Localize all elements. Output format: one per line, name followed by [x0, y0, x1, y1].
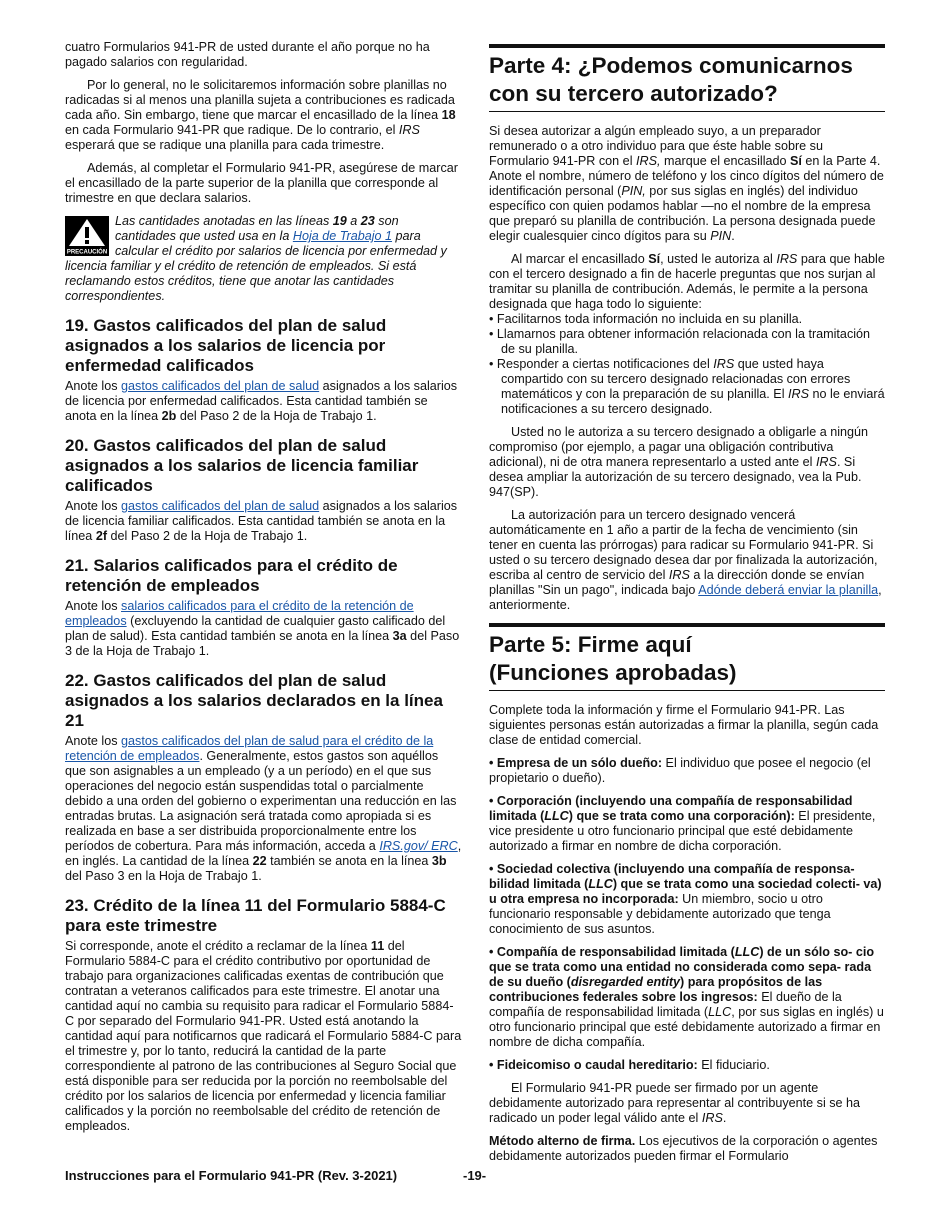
list-item: • Llamarnos para obtener información relacionada con la tramitación de su planilla. [489, 327, 885, 357]
retention-health-plan-link[interactable]: gastos calificados del plan de salud para el crédito de la retención de empleados [65, 734, 434, 763]
entity-item: • Sociedad colectiva (incluyendo una compañía de responsa- bilidad limitada (LLC) que se trata como una sociedad colecti- va) u otra empresa no incorporada: Un miembro, socio u otro funcionario responsable y debidamente autorizado que tenga conocimiento de sus asuntos. [489, 862, 882, 936]
entity-item: • Corporación (incluyendo una compañía de responsabilidad limitada (LLC) que se trata como una corporación): El presidente, vice presidente u otro funcionario principal que esté debidamente autorizado a firmar en nombre de dicha corporación. [489, 794, 876, 853]
left-column [65, 40, 462, 1142]
caution-icon [65, 216, 109, 256]
list-item: • Facilitarnos toda información no incluida en su planilla. [489, 312, 885, 327]
list-item: • Responder a ciertas notificaciones del IRS que usted haya compartido con su tercero designado relacionadas con errores matemáticos y con la preparación de su planilla. El IRS no le enviará notificaciones a su tercero designado. [489, 357, 885, 417]
paragraph: Si desea autorizar a algún empleado suyo, a un preparador remunerado o a otro individuo para que éste hable sobre su Formulario 941-PR con el IRS, marque el encasillado Sí en la Parte 4. Anote el nombre, número de teléfono y los cinco dígitos del número de identificación personal (PIN, por sus siglas en inglés) del individuo específico con quien podamos hablar —no el nombre de la empresa que preparó su planilla de contribución. La persona designada puede elegir cualesquier cinco dígitos para su PIN. [489, 124, 884, 243]
paragraph: Además, al completar el Formulario 941-PR, asegúrese de marcar el encasillado de la parte superior de la planilla que corresponde al trimestre en que declara salarios. [65, 161, 458, 205]
health-plan-expenses-link[interactable]: gastos calificados del plan de salud [121, 499, 320, 513]
retention-wages-link[interactable]: salarios calificados para el crédito de la retención de empleados [65, 599, 414, 628]
heading-part-5: Parte 5: Firme aquí (Funciones aprobadas) [489, 623, 885, 691]
heading-line-20: 20. Gastos calificados del plan de salud asignados a los salarios de licencia familiar calificados [65, 436, 419, 495]
entity-item: • Compañía de responsabilidad limitada (LLC) de un sólo so- cio que se trata como una entidad no considerada como sepa- rada de su dueño (disregarded entity) para propósitos de las contribuciones federales sobre los ingresos: El dueño de la compañía de responsabilidad limitada (LLC, por sus siglas en inglés) u otro funcionario principal que esté debidamente autorizado a firmar en nombre de dicha compañía. [489, 945, 884, 1049]
entity-item: • Fideicomiso o caudal hereditario: El fiduciario. [489, 1058, 770, 1072]
irs-erc-link[interactable]: IRS.gov/ ERC [379, 839, 458, 853]
page-number: -19- [463, 1168, 487, 1183]
paragraph: Por lo general, no le solicitaremos información sobre planillas no radicadas si al menos una planilla sujeta a contribuciones es radicada cada año. Sin embargo, tiene que marcar el encasillado de la línea 18 en cada Formulario 941-PR que radique. De lo contrario, el IRS esperará que se radique una planilla para cada trimestre. [65, 78, 456, 152]
heading-line-19: 19. Gastos calificados del plan de salud asignados a los salarios de licencia por enfermedad calificados [65, 316, 387, 375]
caution-label: PRECAUCIÓN [66, 249, 108, 256]
paragraph: Si corresponde, anote el crédito a reclamar de la línea 11 del Formulario 5884-C para el crédito contributivo por oportunidad de trabajo para organizaciones calificadas exentas de contribución que contratan a veteranos calificados para este trimestre. El anotar una cantidad aquí no cambia su requisito para radicar el Formulario 5884-C por separado del Formulario 941-PR. Usted está anotando la cantidad aquí para notificarnos que radicará el Formulario 5884-C para el trimestre y, por lo tanto, reducirá la cantidad de la parte correspondiente al patrono de las contribuciones al Seguro Social que está disponible para ser reducida por la porción no reembolsable del crédito por los salarios de licencia por enfermedad y licencia familiar calificados y la porción no reembolsable del crédito de retención de empleados. [65, 939, 462, 1133]
paragraph: Usted no le autoriza a su tercero designado a obligarle a ningún compromiso (por ejemplo, a pagar una obligación contributiva adicional), ni de otra manera representarlo a usted ante el IRS. Si desea ampliar la autorización de su tercero designado, vea la Pub. 947(SP). [489, 425, 869, 499]
paragraph: Anote los gastos calificados del plan de salud asignados a los salarios de licencia familiar calificados. Esta cantidad también se anota en la línea 2f del Paso 2 de la Hoja de Trabajo 1. [65, 499, 458, 543]
paragraph: cuatro Formularios 941-PR de usted durante el año porque no ha pagado salarios con regularidad. [65, 40, 430, 69]
footer-title: Instrucciones para el Formulario 941-PR (Rev. 3-2021) [65, 1168, 398, 1183]
paragraph: Anote los gastos calificados del plan de salud para el crédito de la retención de empleados. Generalmente, estos gastos son aquéllos que son asignables a un empleado (y a un período) en el que sus operaciones del negocio están suspendidas total o parcialmente debido a una orden del gobierno o experimentan una reducción en las entradas brutas. La asignación será tratada como apropiada si es realizada en base a ser distribuida proporcionalmente entre los períodos de cobertura. Para más información, acceda a IRS.gov/ ERC, en inglés. La cantidad de la línea 22 también se anota en la línea 3b del Paso 3 en la Hoja de Trabajo 1. [65, 734, 462, 883]
heading-line-21: 21. Salarios calificados para el crédito de retención de empleados [65, 556, 398, 595]
paragraph: Anote los gastos calificados del plan de salud asignados a los salarios de licencia por enfermedad calificados. Esta cantidad también se anota en la línea 2b del Paso 2 de la Hoja de Trabajo 1. [65, 379, 458, 423]
health-plan-expenses-link[interactable]: gastos calificados del plan de salud [121, 379, 320, 393]
caution-note [65, 214, 462, 304]
heading-part-4: Parte 4: ¿Podemos comunicarnos con su tercero autorizado? [489, 44, 885, 112]
caution-text: Las cantidades anotadas en las líneas 19 a 23 son cantidades que usted usa en la Hoja de Trabajo 1 para calcular el crédito por salarios de licencia por enfermedad y licencia familiar y el crédito de retención de empleados. Si está reclamando estos créditos, tiene que anotar las cantidades correspondientes. [65, 214, 447, 303]
page-footer [65, 1168, 885, 1183]
paragraph: La autorización para un tercero designado vencerá automáticamente en 1 año a partir de la fecha de vencimiento (sin tener en cuenta las prórrogas) para radicar su Formulario 941-PR. Si usted o su tercero designado desea dar por finalizada la autorización, escriba al centro de servicio del IRS a la dirección donde se envían planillas "Sin un pago", indicada bajo Adónde deberá enviar la planilla, anteriormente. [489, 508, 882, 612]
entity-item: • Empresa de un sólo dueño: El individuo que posee el negocio (el propietario o dueño). [489, 756, 871, 785]
paragraph: Al marcar el encasillado Sí, usted le autoriza al IRS para que hable con el tercero designado a fin de hacerle preguntas que nos surjan al tramitar su planilla de contribución. Además, le permite a la persona designada que haga todo lo siguiente: [489, 252, 885, 311]
where-to-file-link[interactable]: Adónde deberá enviar la planilla [698, 583, 879, 597]
paragraph: Complete toda la información y firme el Formulario 941-PR. Las siguientes personas están autorizadas a firmar la planilla, según cada clase de entidad comercial. [489, 703, 879, 747]
heading-line-22: 22. Gastos calificados del plan de salud asignados a los salarios declarados en la línea 21 [65, 671, 443, 730]
paragraph: Método alterno de firma. Los ejecutivos de la corporación o agentes debidamente autorizados pueden firmar el Formulario [489, 1134, 878, 1163]
paragraph: El Formulario 941-PR puede ser firmado por un agente debidamente autorizado para representar al contribuyente si se ha radicado un poder legal válido ante el IRS. [489, 1081, 861, 1125]
worksheet-1-link[interactable]: Hoja de Trabajo 1 [292, 229, 393, 243]
paragraph: Anote los salarios calificados para el crédito de la retención de empleados (excluyendo la cantidad de cualquier gasto calificado del plan de salud). Esta cantidad también se anota en la línea 3a del Paso 3 de la Hoja de Trabajo 1. [65, 599, 460, 658]
right-column [489, 44, 885, 1172]
heading-line-23: 23. Crédito de la línea 11 del Formulario 5884-C para este trimestre [65, 896, 446, 935]
